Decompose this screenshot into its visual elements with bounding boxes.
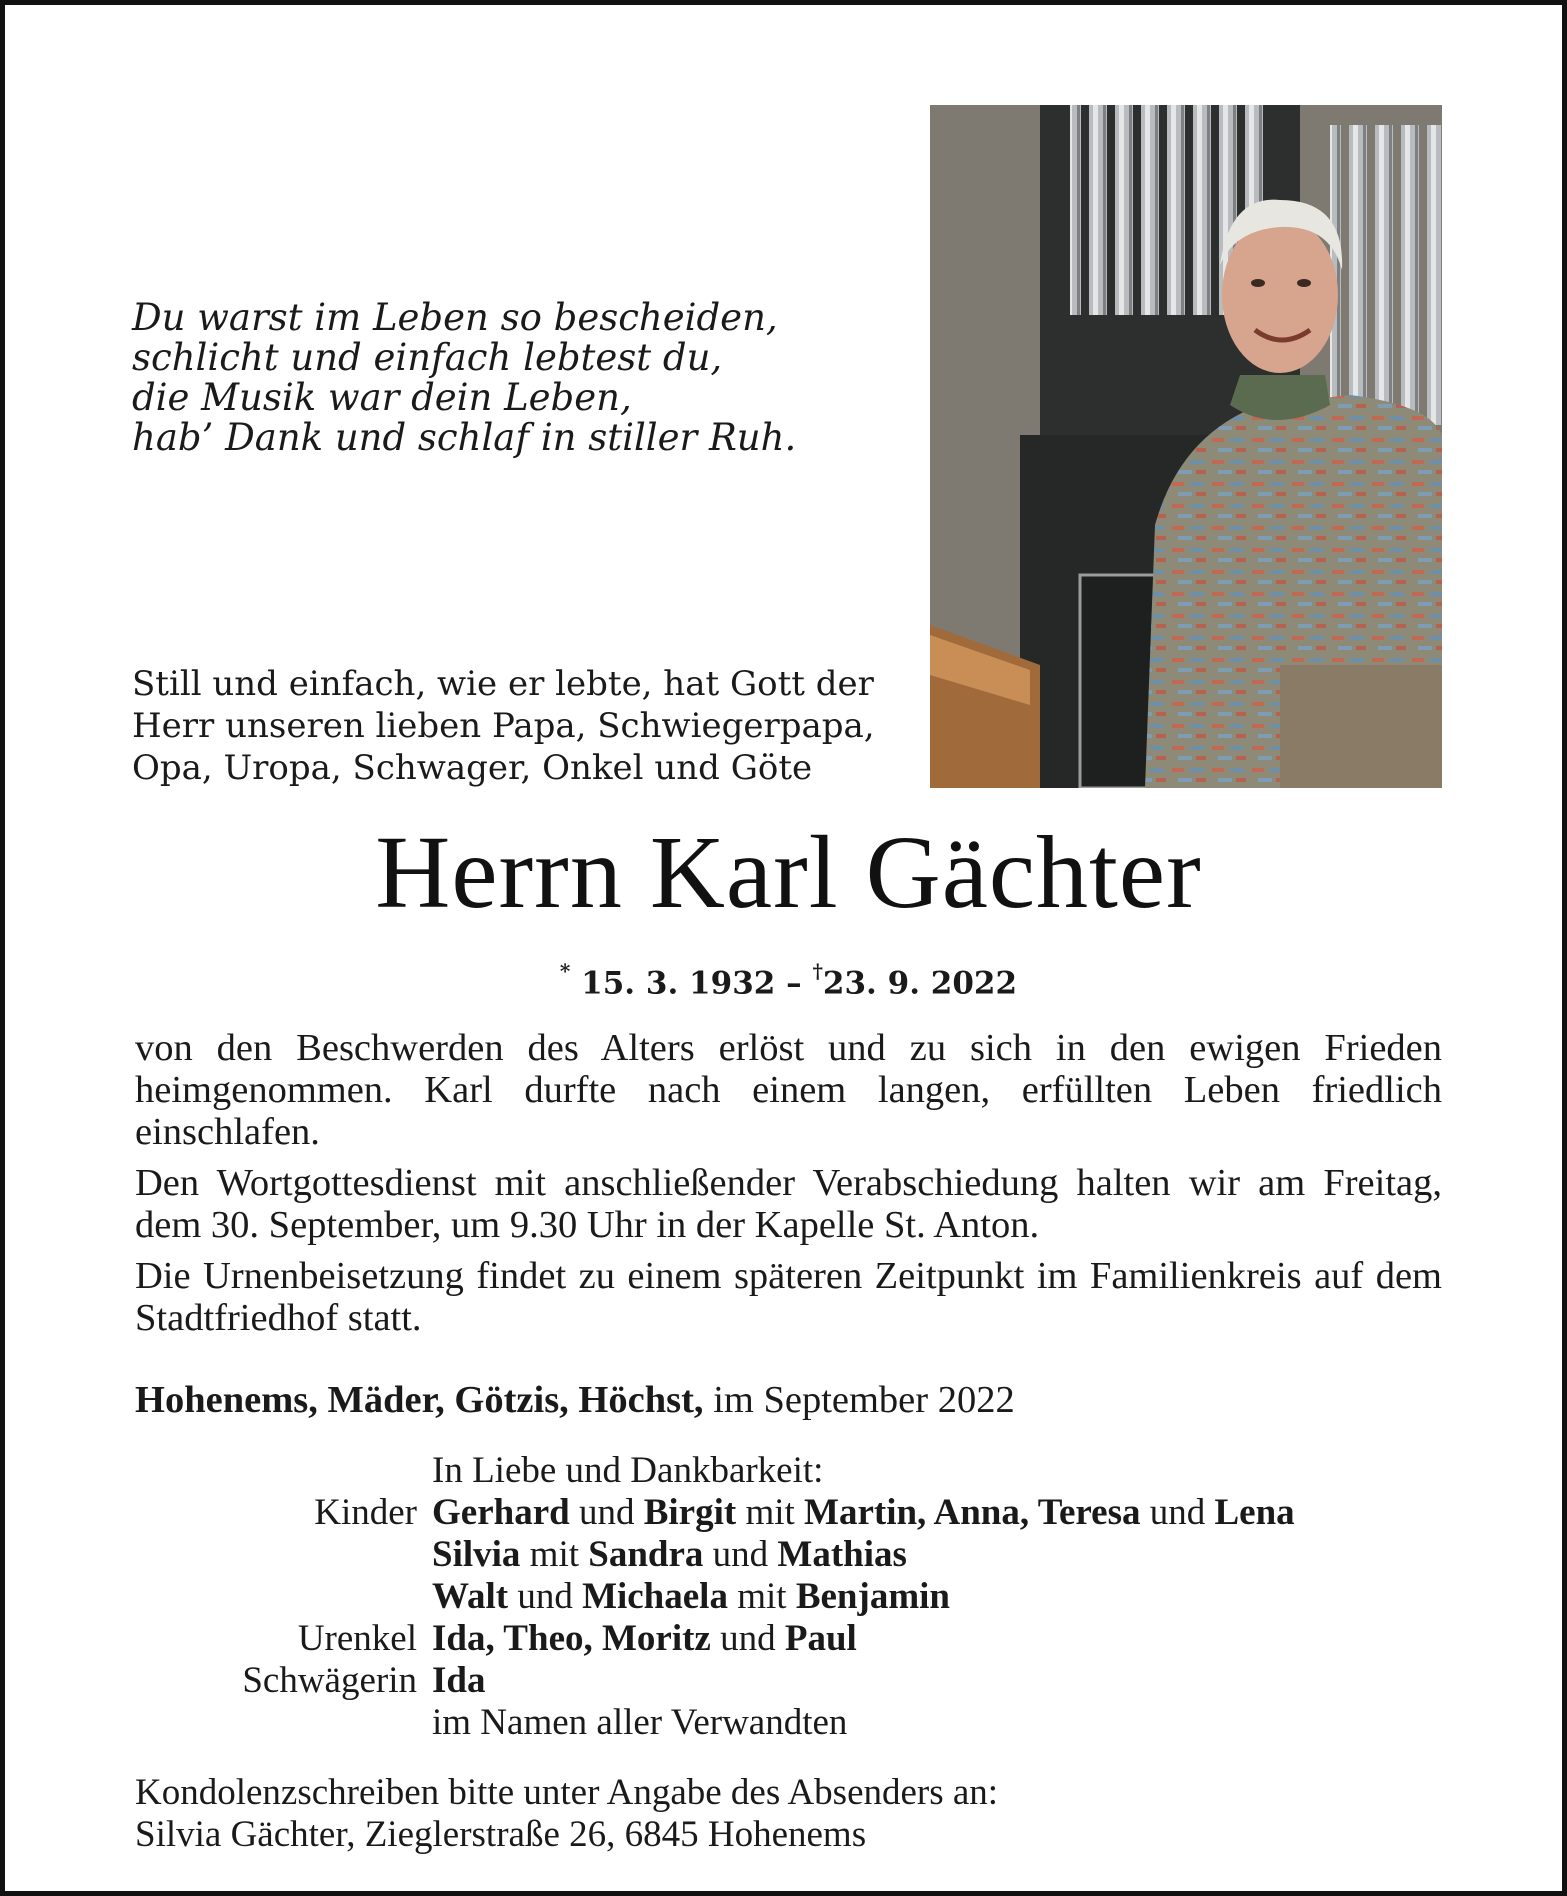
death-date: 23. 9. 2022 — [822, 965, 1018, 1002]
death-symbol: † — [812, 959, 823, 983]
family-closing-row — [135, 1702, 1442, 1744]
schwaegerin-label: Schwägerin — [242, 1660, 417, 1701]
deceased-name: Herrn Karl Gächter — [375, 815, 1202, 930]
intro-line: Still und einfach, wie er lebte, hat Gott der — [132, 664, 874, 704]
birth-symbol: * — [559, 959, 571, 983]
family-row-kinder — [135, 1492, 1442, 1534]
memorial-poem — [132, 298, 892, 458]
kinder-label: Kinder — [314, 1492, 417, 1533]
life-dates — [5, 955, 1567, 1003]
urenkel-label: Urenkel — [297, 1618, 417, 1659]
poem-line: schlicht und einfach lebtest du, — [132, 336, 723, 379]
poem-line: die Musik war dein Leben, — [132, 376, 632, 419]
family-intro-row — [135, 1450, 1442, 1492]
poem-line: Du warst im Leben so bescheiden, — [132, 296, 778, 339]
obituary-body — [135, 1027, 1442, 1348]
intro-line: Herr unseren lieben Papa, Schwiegerpapa, — [132, 706, 875, 746]
condolence-line-2: Silvia Gächter, Zieglerstraße 26, 6845 Hohenems — [135, 1814, 867, 1855]
month-year: im September 2022 — [713, 1379, 1015, 1421]
family-row — [135, 1534, 1442, 1576]
body-paragraph: von den Beschwerden des Alters erlöst und zu sich in den ewigen Frieden heimgenommen. Karl durfte nach einem langen, erfüllten Leben friedlich einschlafen. — [135, 1027, 1442, 1153]
towns: Hohenems, Mäder, Götzis, Höchst, — [135, 1379, 704, 1421]
portrait-photo — [930, 105, 1442, 788]
kinder-names-2: Silvia mit Sandra und Mathias — [432, 1534, 907, 1575]
family-row — [135, 1576, 1442, 1618]
intro-line: Opa, Uropa, Schwager, Onkel und Göte — [132, 748, 813, 788]
family-closing: im Namen aller Verwandten — [432, 1702, 848, 1743]
date-separator: – — [786, 965, 802, 1002]
family-row-urenkel — [135, 1618, 1442, 1660]
condolence-line-1: Kondolenzschreiben bitte unter Angabe des Absenders an: — [135, 1772, 999, 1813]
body-paragraph: Die Urnenbeisetzung findet zu einem späteren Zeitpunkt im Familienkreis auf dem Stadtfriedhof statt. — [135, 1255, 1442, 1339]
condolence-address — [135, 1772, 1442, 1856]
place-and-date — [135, 1379, 1442, 1421]
family-list — [135, 1450, 1442, 1744]
family-row-schwaegerin — [135, 1660, 1442, 1702]
poem-line: hab’ Dank und schlaf in stiller Ruh. — [132, 416, 797, 459]
intro-text — [132, 663, 912, 789]
urenkel-names: Ida, Theo, Moritz und Paul — [432, 1618, 857, 1659]
kinder-names-1: Gerhard und Birgit mit Martin, Anna, Teresa und Lena — [432, 1492, 1295, 1533]
family-intro: In Liebe und Dankbarkeit: — [432, 1450, 824, 1491]
body-paragraph: Den Wortgottesdienst mit anschließender Verabschiedung halten wir am Freitag, dem 30. September, um 9.30 Uhr in der Kapelle St. Anton. — [135, 1162, 1442, 1246]
birth-date: 15. 3. 1932 — [581, 965, 776, 1002]
schwaegerin-names: Ida — [432, 1660, 486, 1701]
portrait-photo-drawing — [930, 105, 1442, 788]
kinder-names-3: Walt und Michaela mit Benjamin — [432, 1576, 950, 1617]
